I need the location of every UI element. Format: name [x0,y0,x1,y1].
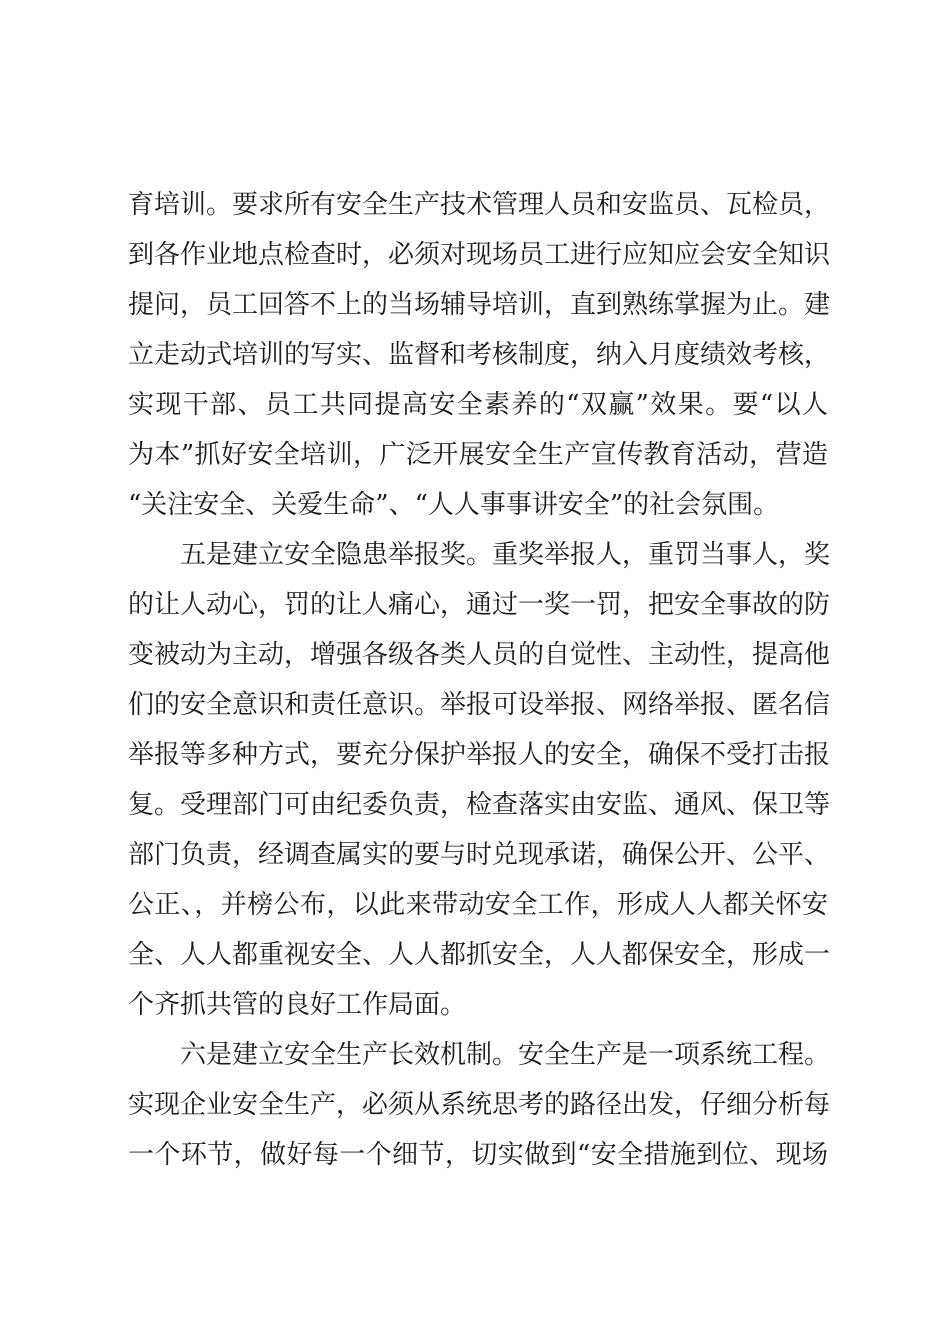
text-line: 复。受理部门可由纪委负责，检查落实由安监、通风、保卫等 [128,790,831,820]
paragraph-start-line: 六是建立安全生产长效机制。安全生产是一项系统工程。 [180,1040,831,1070]
text-line: 全、人人都重视安全、人人都抓安全，人人都保安全，形成一 [128,940,831,970]
text-line: “关注安全、关爱生命”、“人人事事讲安全”的社会氛围。 [128,490,780,520]
text-line: 到各作业地点检查时，必须对现场员工进行应知应会安全知识 [128,240,831,270]
text-line: 一个环节，做好每一个细节，切实做到“安全措施到位、现场 [128,1140,828,1170]
text-line: 提问，员工回答不上的当场辅导培训，直到熟练掌握为止。建 [128,290,831,320]
text-line: 部门负责，经调查属实的要与时兑现承诺，确保公开、公平、 [128,840,831,870]
text-line: 实现企业安全生产，必须从系统思考的路径出发，仔细分析每 [128,1090,831,1120]
text-line: 育培训。要求所有安全生产技术管理人员和安监员、瓦检员， [128,190,831,220]
text-line: 举报等多种方式，要充分保护举报人的安全，确保不受打击报 [128,740,831,770]
text-line: 立走动式培训的写实、监督和考核制度，纳入月度绩效考核， [128,340,831,370]
text-line: 变被动为主动，增强各级各类人员的自觉性、主动性，提高他 [128,640,831,670]
paragraph-start-line: 五是建立安全隐患举报奖。重奖举报人，重罚当事人，奖 [180,540,831,570]
text-line: 实现干部、员工共同提高安全素养的“双赢”效果。要“以人 [128,390,828,420]
text-line: 公正、，并榜公布，以此来带动安全工作，形成人人都关怀安 [128,890,828,920]
text-line: 为本”抓好安全培训，广泛开展安全生产宣传教育活动，营造 [128,440,828,470]
text-line: 们的安全意识和责任意识。举报可设举报、网络举报、匿名信 [128,690,831,720]
text-line: 的让人动心，罚的让人痛心，通过一奖一罚，把安全事故的防 [128,590,831,620]
text-line: 个齐抓共管的良好工作局面。 [128,990,467,1020]
